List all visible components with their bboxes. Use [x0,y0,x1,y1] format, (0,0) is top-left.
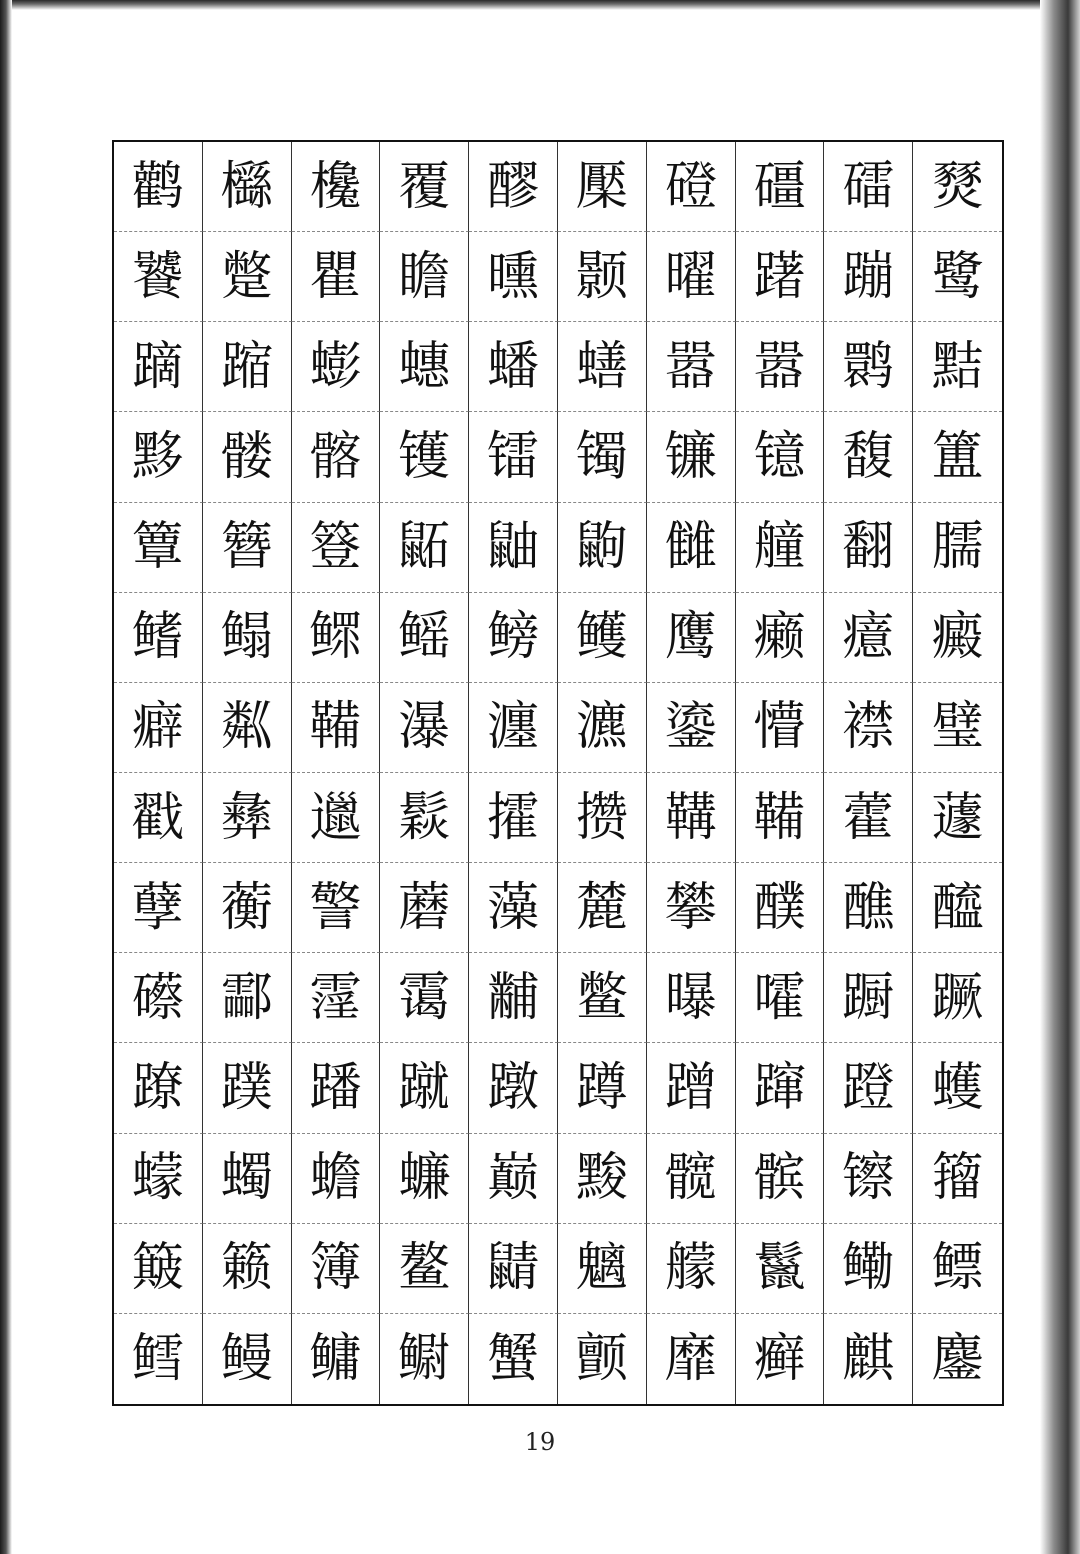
character-cell: 蠓 [114,1134,203,1224]
character-cell: 镬 [380,412,469,502]
character-cell: 癔 [824,593,913,683]
character-cell: 鼱 [469,1224,558,1314]
character-cell: 髌 [736,1134,825,1224]
character-cell: 蘑 [380,863,469,953]
character-cell: 鬣 [736,1224,825,1314]
character-cell: 嚣 [647,322,736,412]
character-cell: 藻 [469,863,558,953]
character-cell: 镰 [647,412,736,502]
character-cell: 馥 [824,412,913,502]
character-cell: 蹶 [913,953,1002,1043]
character-cell: 鞲 [647,773,736,863]
character-cell: 蟛 [292,322,381,412]
character-cell: 蟪 [380,322,469,412]
character-cell: 瞻 [380,232,469,322]
character-cell: 蘧 [913,773,1002,863]
character-cell: 鼫 [380,503,469,593]
character-cell: 黢 [558,1134,647,1224]
scan-edge-right [1040,0,1080,1554]
character-cell: 蟠 [469,322,558,412]
character-cell: 醪 [469,142,558,232]
character-cell: 簿 [292,1224,381,1314]
character-cell: 麓 [558,863,647,953]
character-cell: 鳎 [203,593,292,683]
character-cell: 懵 [736,683,825,773]
character-cell: 鹭 [913,232,1002,322]
character-cell: 攉 [469,773,558,863]
character-cell: 鳔 [913,1224,1002,1314]
character-cell: 黠 [913,322,1002,412]
character-cell: 鬏 [380,773,469,863]
character-cell: 孽 [114,863,203,953]
character-cell: 醮 [824,863,913,953]
character-cell: 曜 [647,232,736,322]
character-cell: 蟾 [292,1134,381,1224]
scan-edge-top [0,0,1080,10]
character-cell: 魑 [558,1224,647,1314]
character-cell: 躇 [736,232,825,322]
character-cell: 襟 [824,683,913,773]
character-cell: 鳌 [380,1224,469,1314]
character-cell: 簠 [913,412,1002,502]
character-cell: 鹳 [114,142,203,232]
character-cell: 攒 [558,773,647,863]
character-cell: 麒 [824,1314,913,1404]
character-cell: 燹 [913,142,1002,232]
scan-edge-left [0,0,12,1554]
character-cell: 欃 [292,142,381,232]
character-cell: 蹯 [292,1043,381,1133]
character-cell: 磴 [647,142,736,232]
character-cell: 鳖 [558,953,647,1043]
character-cell: 颤 [558,1314,647,1404]
character-cell: 蹰 [824,953,913,1043]
character-cell: 鳍 [114,593,203,683]
character-cell: 攀 [647,863,736,953]
character-cell: 鳕 [114,1314,203,1404]
character-cell: 璧 [913,683,1002,773]
character-cell: 嚣 [736,322,825,412]
character-cell: 蹭 [647,1043,736,1133]
character-cell: 警 [292,863,381,953]
character-cell: 黟 [114,412,203,502]
character-cell: 戳 [114,773,203,863]
character-cell: 髂 [292,412,381,502]
character-cell: 雠 [647,503,736,593]
character-cell: 霭 [380,953,469,1043]
character-cell: 櫾 [203,142,292,232]
character-cell: 翻 [824,503,913,593]
character-cell: 鳓 [824,1224,913,1314]
character-cell: 鳐 [380,593,469,683]
character-cell: 蹴 [380,1043,469,1133]
character-cell: 鳠 [558,593,647,683]
character-cell: 镱 [736,412,825,502]
character-cell: 蠖 [913,1043,1002,1133]
character-cell: 蹾 [469,1043,558,1133]
character-cell: 嚯 [736,953,825,1043]
character-cell: 蹢 [114,322,203,412]
character-cell: 瀍 [469,683,558,773]
character-cell: 瀌 [558,683,647,773]
character-cell: 癖 [114,683,203,773]
character-cell: 籀 [913,1134,1002,1224]
character-cell: 蟮 [558,322,647,412]
character-cell: 鞴 [292,683,381,773]
character-cell: 鹰 [647,593,736,683]
character-cell: 酃 [203,953,292,1043]
character-cell: 蹜 [203,322,292,412]
character-cell: 黼 [469,953,558,1043]
character-cell: 鎏 [647,683,736,773]
character-cell: 蹩 [203,232,292,322]
character-cell: 瀑 [380,683,469,773]
character-cell: 藿 [824,773,913,863]
character-cell: 籁 [203,1224,292,1314]
character-cell: 癜 [913,593,1002,683]
character-cell: 覆 [380,142,469,232]
character-cell: 蟹 [469,1314,558,1404]
character-cell: 髋 [647,1134,736,1224]
character-cell: 髅 [203,412,292,502]
character-cell: 颢 [558,232,647,322]
character-cell: 鳑 [469,593,558,683]
character-cell: 蠋 [203,1134,292,1224]
character-cell: 蹲 [558,1043,647,1133]
character-cell: 礌 [824,142,913,232]
character-cell: 臑 [913,503,1002,593]
character-cell: 蹽 [114,1043,203,1133]
character-cell: 礓 [736,142,825,232]
character-cell: 镭 [469,412,558,502]
character-cell: 癞 [736,593,825,683]
character-cell: 簟 [114,503,203,593]
character-cell: 蹼 [203,1043,292,1133]
character-cell: 鞴 [736,773,825,863]
character-cell: 蹬 [824,1043,913,1133]
character-cell: 曛 [469,232,558,322]
character-cell: 鳚 [380,1314,469,1404]
character-cell: 醯 [913,863,1002,953]
character-cell: 鼬 [469,503,558,593]
character-cell: 癣 [736,1314,825,1404]
character-cell: 巅 [469,1134,558,1224]
character-cell: 艨 [647,1224,736,1314]
page-number: 19 [524,1428,556,1456]
character-cell: 鏖 [931,1328,984,1389]
character-cell: 簪 [203,503,292,593]
character-cell: 礤 [114,953,203,1043]
character-cell: 醭 [736,863,825,953]
character-cell: 蹿 [736,1043,825,1133]
character-cell: 曝 [647,953,736,1043]
character-cell: 鹮 [824,322,913,412]
character-cell: 艟 [736,503,825,593]
character-cell: 簦 [292,503,381,593]
character-cell: 鼩 [558,503,647,593]
character-cell: 粼 [203,683,292,773]
character-cell: 镲 [824,1134,913,1224]
character-cell: 彝 [203,773,292,863]
character-cell: 霪 [292,953,381,1043]
character-cell: 邋 [292,773,381,863]
character-cell: 蘅 [203,863,292,953]
character-cell: 瞿 [292,232,381,322]
character-cell: 鳙 [292,1314,381,1404]
character-cell: 靡 [647,1314,736,1404]
character-cell: 鳏 [292,593,381,683]
character-cell: 檿 [558,142,647,232]
character-cell: 饕 [114,232,203,322]
character-cell: 蠊 [380,1134,469,1224]
character-cell: 蹦 [824,232,913,322]
character-grid [112,140,1004,1406]
character-cell: 簸 [114,1224,203,1314]
character-cell: 镯 [558,412,647,502]
character-cell: 鳗 [203,1314,292,1404]
